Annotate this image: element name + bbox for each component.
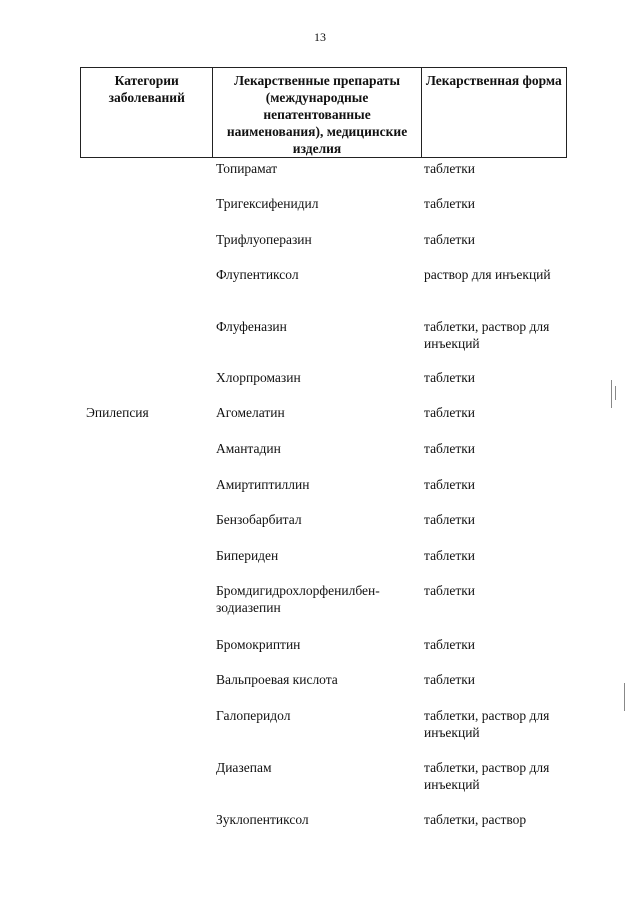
- scan-mark: [624, 683, 625, 711]
- form-cell: таблетки, раствор: [424, 812, 527, 827]
- drug-cell: Бромдигидрохлорфенилбен-зодиазепин: [216, 583, 380, 615]
- drug-cell: Амантадин: [216, 441, 281, 456]
- drug-cell: Амиртиптиллин: [216, 477, 310, 492]
- form-cell: раствор для инъекций: [424, 267, 551, 282]
- category-cell: Эпилепсия: [86, 405, 149, 420]
- header-drugs: Лекарственные препараты (международные непатентованные наименования), медицинские изделия: [212, 68, 420, 157]
- form-cell: таблетки: [424, 405, 476, 420]
- drug-cell: Топирамат: [216, 161, 278, 176]
- form-cell: таблетки: [424, 161, 476, 176]
- header-form: Лекарственная форма: [421, 68, 566, 157]
- form-cell: таблетки: [424, 477, 476, 492]
- form-cell: таблетки: [424, 441, 476, 456]
- header-categories: Категории заболеваний: [108, 73, 185, 105]
- scan-mark: [611, 380, 612, 408]
- drug-cell: Бензобарбитал: [216, 512, 302, 527]
- drug-cell: Агомелатин: [216, 405, 285, 420]
- drug-cell: Бромокриптин: [216, 637, 301, 652]
- drug-cell: Бипериден: [216, 548, 279, 563]
- table-header: [80, 67, 567, 158]
- form-cell: таблетки, раствор для инъекций: [424, 760, 550, 792]
- form-cell: таблетки: [424, 637, 476, 652]
- drug-cell: Флуфеназин: [216, 319, 287, 334]
- drug-cell: Трифлуоперазин: [216, 232, 312, 247]
- drug-cell: Флупентиксол: [216, 267, 299, 282]
- form-cell: таблетки, раствор для инъекций: [424, 708, 550, 740]
- drug-cell: Вальпроевая кислота: [216, 672, 338, 687]
- drug-cell: Диазепам: [216, 760, 272, 775]
- form-cell: таблетки, раствор для инъекций: [424, 319, 550, 351]
- form-cell: таблетки: [424, 512, 476, 527]
- form-cell: таблетки: [424, 583, 476, 598]
- drug-cell: Хлорпромазин: [216, 370, 301, 385]
- form-cell: таблетки: [424, 548, 476, 563]
- page-number: 13: [314, 30, 326, 44]
- form-cell: таблетки: [424, 232, 476, 247]
- drug-cell: Галоперидол: [216, 708, 291, 723]
- scan-mark: [615, 386, 616, 400]
- form-cell: таблетки: [424, 196, 476, 211]
- form-cell: таблетки: [424, 672, 476, 687]
- form-cell: таблетки: [424, 370, 476, 385]
- drug-cell: Тригексифенидил: [216, 196, 319, 211]
- drug-cell: Зуклопентиксол: [216, 812, 309, 827]
